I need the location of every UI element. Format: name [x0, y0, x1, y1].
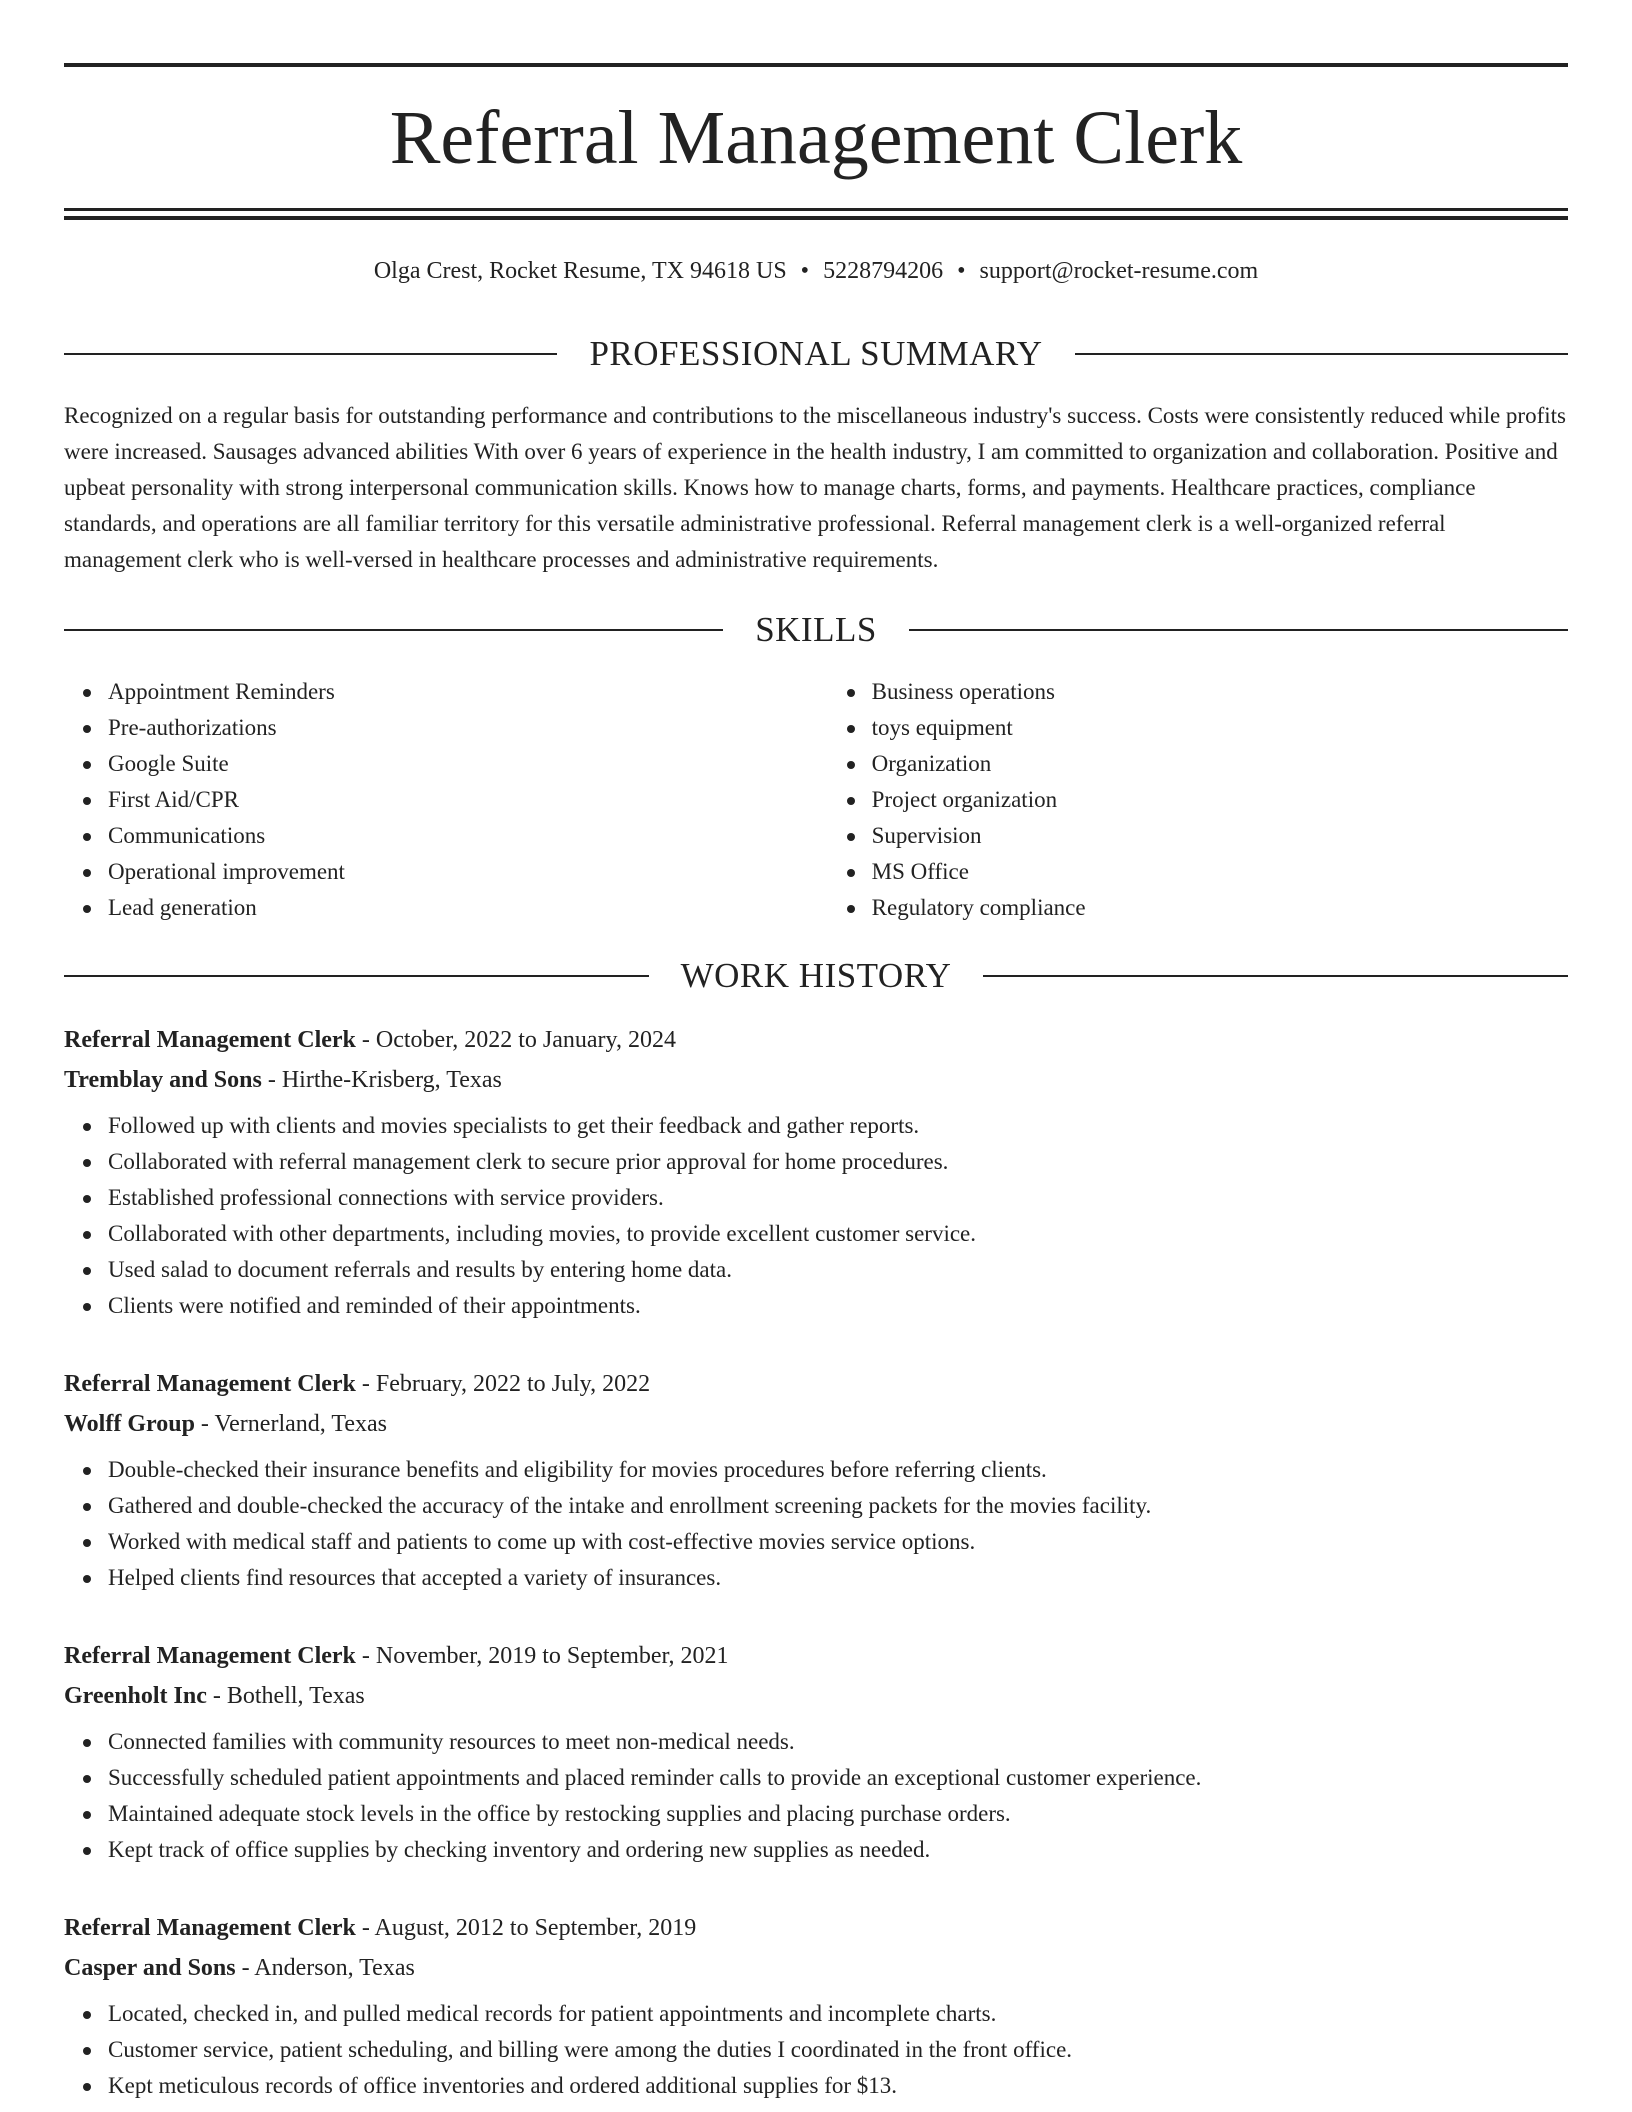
job-duties: [64, 1996, 1568, 2104]
job-entry: [64, 1020, 1568, 1324]
job-dates: - February, 2022 to July, 2022: [355, 1371, 651, 1397]
job-duty: Gathered and double-checked the accuracy of the intake and enrollment screening packets for the movies facility.: [108, 1488, 1568, 1524]
job-location: - Anderson, Texas: [235, 1955, 415, 1981]
resume-title: Referral Management Clerk: [389, 96, 1243, 180]
job-title-line: [64, 1908, 1568, 1948]
job-duty: Kept track of office supplies by checking inventory and ordering new supplies as needed.: [108, 1832, 1568, 1868]
job-company-line: [64, 1948, 1568, 1988]
job-company: Casper and Sons: [64, 1955, 236, 1981]
contact-email: support@rocket-resume.com: [979, 258, 1259, 284]
job-entry: [64, 1636, 1568, 1868]
heading-rule-left: [64, 629, 723, 631]
job-duty: Collaborated with other departments, including movies, to provide excellent customer service.: [108, 1216, 1568, 1252]
contact-address: Olga Crest, Rocket Resume, TX 94618 US: [373, 258, 787, 284]
job-duty: Helped clients find resources that accepted a variety of insurances.: [108, 1560, 1568, 1596]
job-duties: [64, 1452, 1568, 1596]
job-dates: - November, 2019 to September, 2021: [355, 1643, 729, 1669]
skill-item: Communications: [108, 818, 828, 854]
job-title-line: [64, 1636, 1568, 1676]
job-duty: Clients were notified and reminded of their appointments.: [108, 1288, 1568, 1324]
job-title-line: [64, 1364, 1568, 1404]
skill-item: First Aid/CPR: [108, 782, 828, 818]
skill-item: Appointment Reminders: [108, 674, 828, 710]
skill-item: Regulatory compliance: [872, 890, 1568, 926]
header-bottom-rule-1: [64, 208, 1568, 211]
skill-item: Pre-authorizations: [108, 710, 828, 746]
job-location: - Vernerland, Texas: [194, 1411, 387, 1437]
summary-text: Recognized on a regular basis for outstanding performance and contributions to the miscellaneous industry's success. Costs were consistently reduced while profits were increased. Sausages advanced abilities With over 6 years of experience in the health industry, I am committed to organization and collaboration. Positive and upbeat personality with strong interpersonal communication skills. Knows how to manage charts, forms, and payments. Healthcare practices, compliance standards, and operations are all familiar territory for this versatile administrative professional. Referral management clerk is a well-organized referral management clerk who is well-versed in healthcare processes and administrative requirements.: [64, 403, 1566, 572]
heading-rule-left: [64, 975, 649, 977]
skill-item: Organization: [872, 746, 1568, 782]
job-company: Greenholt Inc: [64, 1683, 207, 1709]
skill-item: toys equipment: [872, 710, 1568, 746]
job-title: Referral Management Clerk: [64, 1915, 356, 1941]
job-duty: Followed up with clients and movies specialists to get their feedback and gather reports.: [108, 1108, 1568, 1144]
skills-list: [64, 674, 1568, 926]
job-duty: Used salad to document referrals and results by entering home data.: [108, 1252, 1568, 1288]
job-title: Referral Management Clerk: [64, 1371, 356, 1397]
work-history-heading: [64, 954, 1568, 998]
job-duty: Maintained adequate stock levels in the office by restocking supplies and placing purchase orders.: [108, 1796, 1568, 1832]
job-title-line: [64, 1020, 1568, 1060]
skills-heading-title: SKILLS: [755, 610, 877, 649]
job-duty: Successfully scheduled patient appointments and placed reminder calls to provide an exceptional customer experience.: [108, 1760, 1568, 1796]
skill-item: Project organization: [872, 782, 1568, 818]
job-company-line: [64, 1404, 1568, 1444]
job-duties: [64, 1724, 1568, 1868]
job-title: Referral Management Clerk: [64, 1643, 356, 1669]
skill-item: Supervision: [872, 818, 1568, 854]
skill-item: Lead generation: [108, 890, 828, 926]
job-duty: Kept meticulous records of office inventories and ordered additional supplies for $13.: [108, 2068, 1568, 2104]
job-title: Referral Management Clerk: [64, 1027, 356, 1053]
skills-heading: [64, 608, 1568, 652]
job-dates: - October, 2022 to January, 2024: [355, 1027, 676, 1053]
job-duty: Worked with medical staff and patients to come up with cost-effective movies service options.: [108, 1524, 1568, 1560]
skill-item: Google Suite: [108, 746, 828, 782]
header-top-rule: [64, 63, 1568, 67]
job-company-line: [64, 1676, 1568, 1716]
skill-item: MS Office: [872, 854, 1568, 890]
contact-separator: •: [957, 258, 966, 284]
job-location: - Bothell, Texas: [206, 1683, 365, 1709]
contact-phone: 5228794206: [823, 258, 944, 284]
heading-rule-right: [983, 975, 1568, 977]
job-duty: Collaborated with referral management clerk to secure prior approval for home procedures.: [108, 1144, 1568, 1180]
contact-line: [64, 254, 1568, 288]
job-duty: Located, checked in, and pulled medical records for patient appointments and incomplete charts.: [108, 1996, 1568, 2032]
job-duty: Established professional connections with service providers.: [108, 1180, 1568, 1216]
skill-item: Operational improvement: [108, 854, 828, 890]
job-duties: [64, 1108, 1568, 1324]
contact-separator: •: [800, 258, 810, 284]
summary-heading-title: PROFESSIONAL SUMMARY: [589, 334, 1043, 373]
job-company: Wolff Group: [64, 1411, 195, 1437]
job-company: Tremblay and Sons: [64, 1067, 262, 1093]
heading-rule-left: [64, 353, 557, 355]
job-duty: Customer service, patient scheduling, and billing were among the duties I coordinated in the front office.: [108, 2032, 1568, 2068]
summary-heading: [64, 332, 1568, 376]
job-location: - Hirthe-Krisberg, Texas: [261, 1067, 502, 1093]
skill-item: Business operations: [872, 674, 1568, 710]
job-dates: - August, 2012 to September, 2019: [355, 1915, 697, 1941]
header-bottom-rule-2: [64, 216, 1568, 220]
job-entry: [64, 1908, 1568, 2104]
heading-rule-right: [909, 629, 1568, 631]
heading-rule-right: [1075, 353, 1568, 355]
job-entry: [64, 1364, 1568, 1596]
skills-column-right: [828, 674, 1568, 926]
job-duty: Double-checked their insurance benefits and eligibility for movies procedures before referring clients.: [108, 1452, 1568, 1488]
job-company-line: [64, 1060, 1568, 1100]
job-duty: Connected families with community resources to meet non-medical needs.: [108, 1724, 1568, 1760]
skills-column-left: [64, 674, 828, 926]
work-history-heading-title: WORK HISTORY: [680, 956, 952, 995]
